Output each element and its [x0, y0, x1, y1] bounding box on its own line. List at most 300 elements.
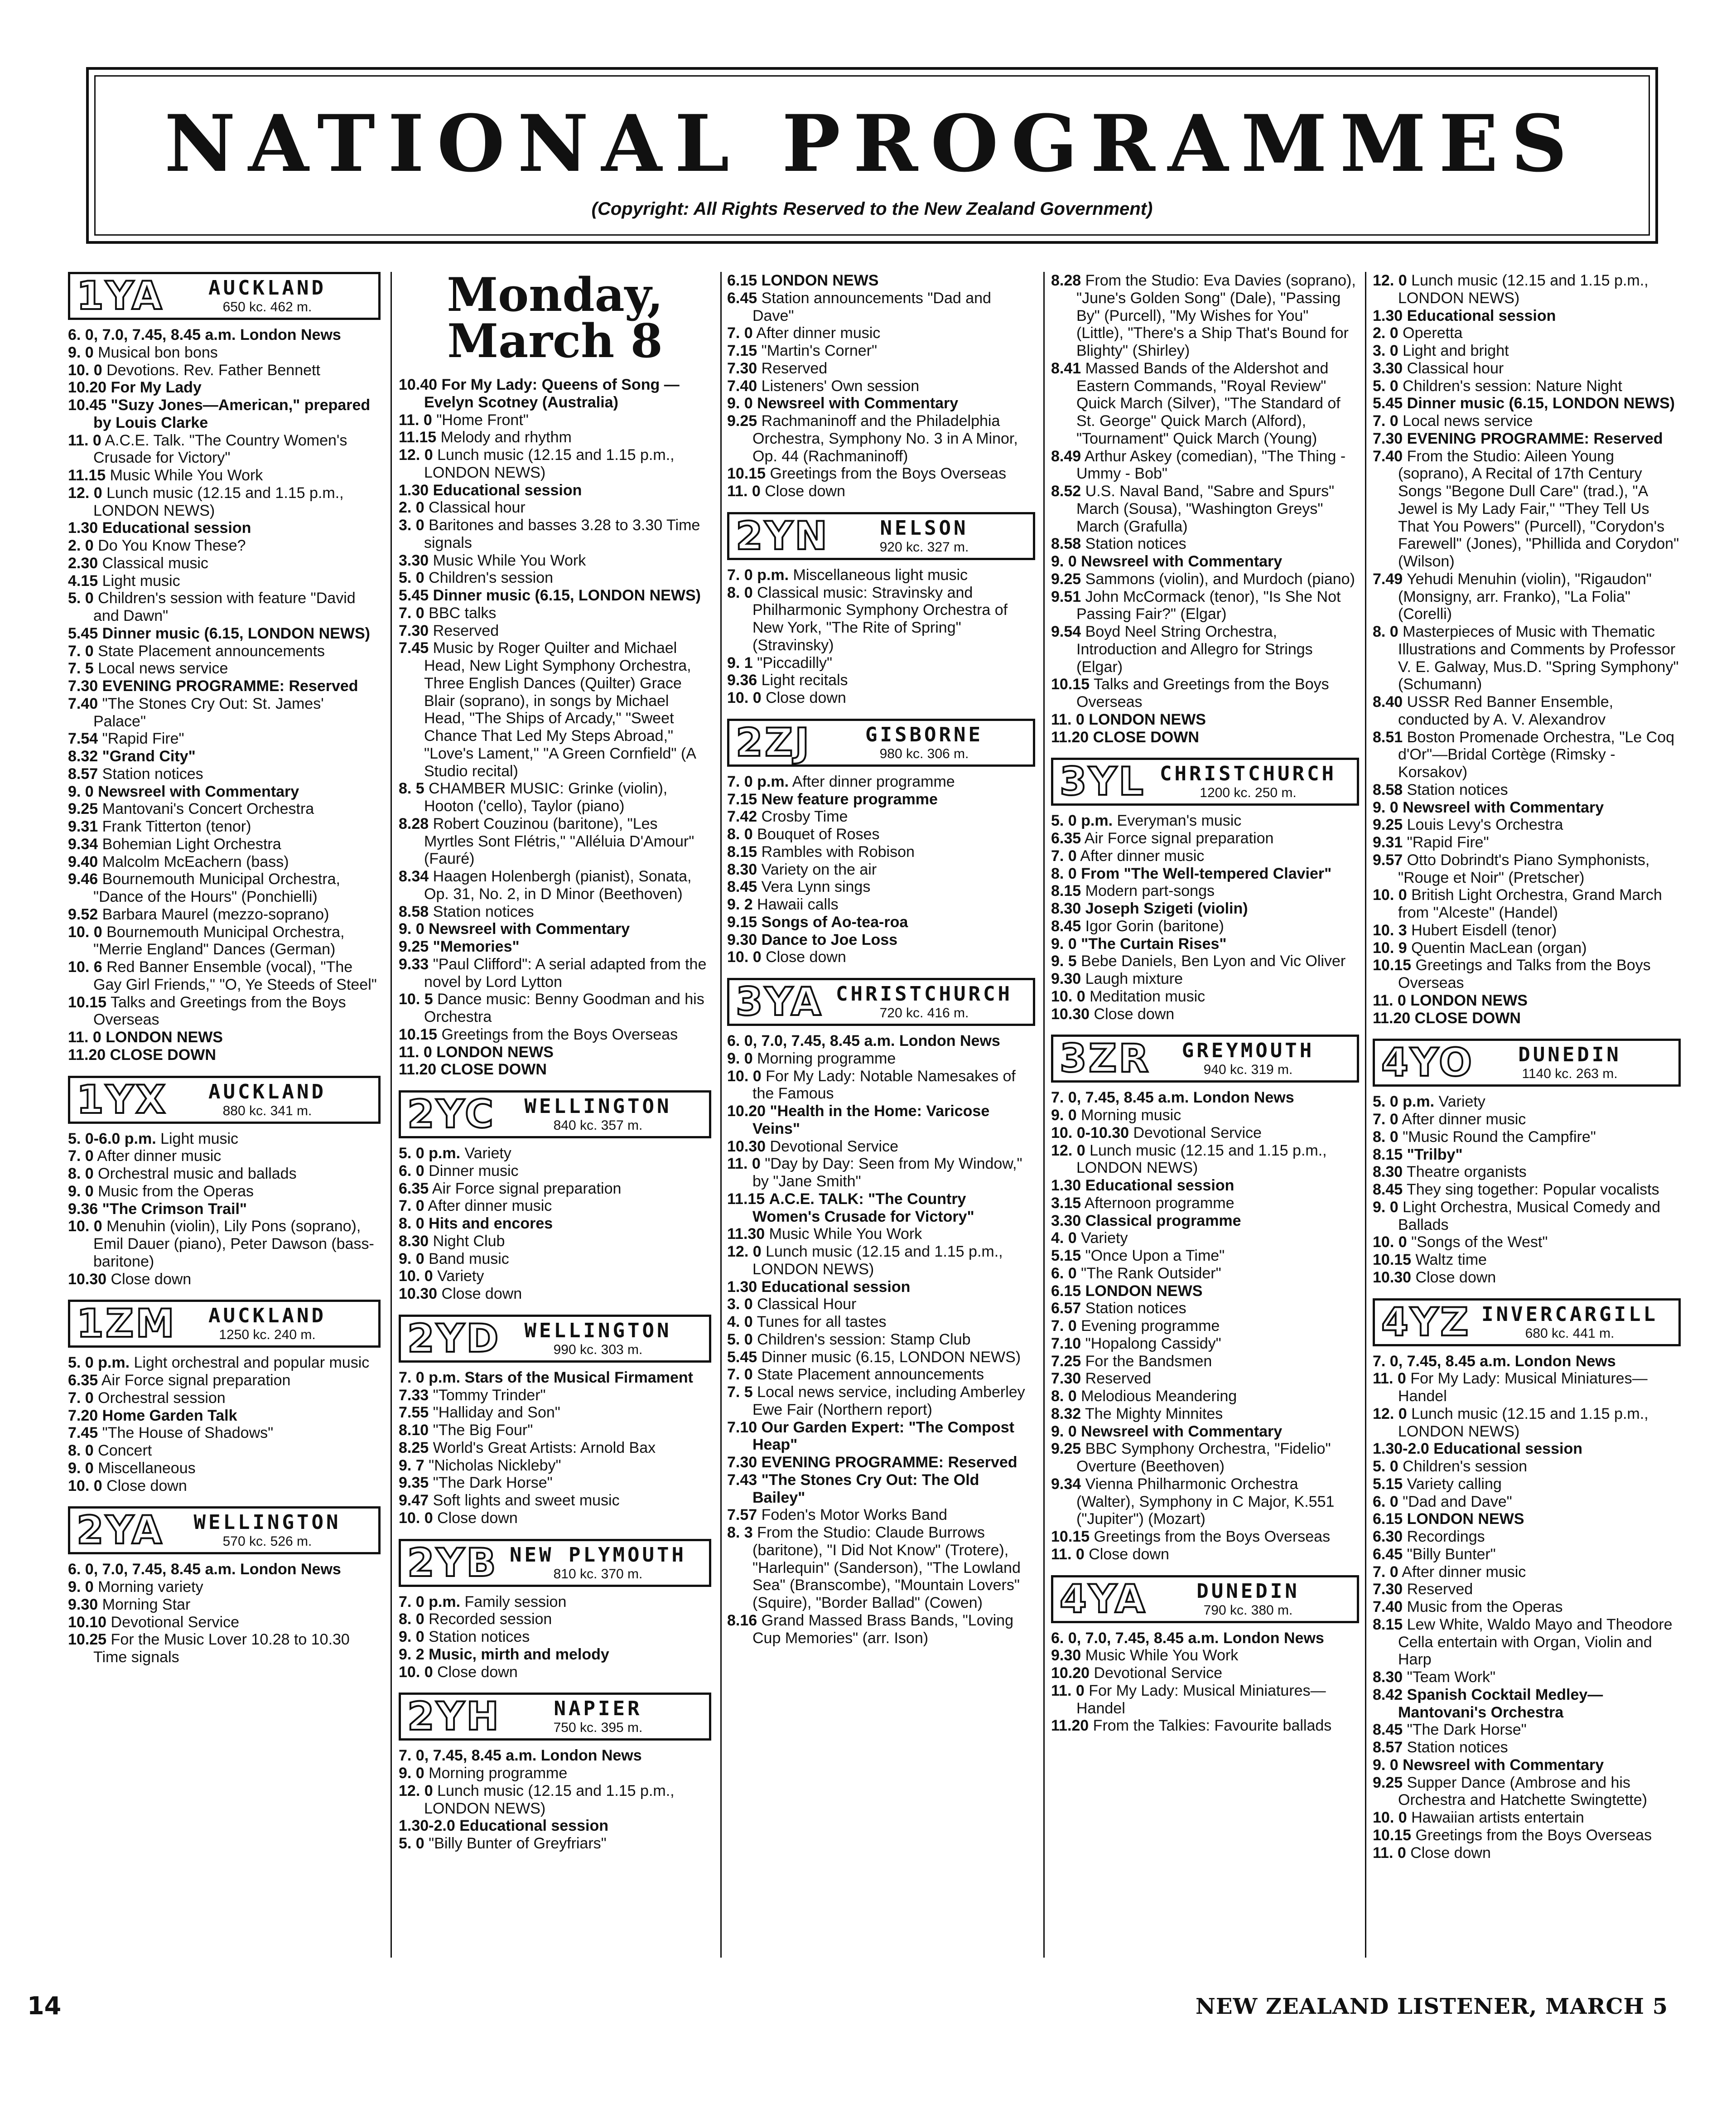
column-divider: [720, 272, 722, 1958]
station-callsign-logo: 4YO: [1381, 1040, 1474, 1086]
programme-time: 2.30: [68, 554, 98, 572]
programme-time: 8.58: [399, 903, 429, 920]
programme-time: 9.25: [1051, 1440, 1081, 1458]
programme-title: Foden's Motor Works Band: [761, 1506, 947, 1524]
programme-title: Band music: [429, 1250, 509, 1267]
programme-title: Children's session: Nature Night: [1403, 377, 1622, 395]
programme-item: [399, 1404, 711, 1422]
programme-time: 7.25: [1051, 1352, 1081, 1370]
programme-item: [399, 1509, 711, 1527]
programme-item: [727, 1296, 1035, 1313]
programme-item: [727, 654, 1035, 672]
programme-title: EVENING PROGRAMME: Reserved: [102, 677, 358, 695]
programme-title: CLOSE DOWN: [1093, 728, 1199, 746]
programme-item: [68, 1596, 381, 1614]
programme-time: 9. 0: [1373, 798, 1398, 816]
programme-item: [68, 362, 381, 379]
programme-item: [1051, 1107, 1359, 1124]
programme-time: 1.30: [399, 481, 429, 499]
programme-item: [68, 958, 381, 994]
programme-item: [399, 1026, 711, 1044]
programme-title: Lunch music (12.15 and 1.15 p.m., LONDON NEWS): [1398, 1405, 1649, 1440]
programme-time: 7. 0 p.m.: [727, 773, 789, 790]
programme-title: Variety: [464, 1145, 511, 1162]
programme-item: [399, 868, 711, 903]
programme-title: Stars of the Musical Firmament: [464, 1369, 693, 1386]
programme-title: "Suzy Jones—American," prepared by Louis Clarke: [93, 397, 371, 431]
programme-item: [1373, 1370, 1681, 1405]
programme-time: 7.10: [1051, 1335, 1081, 1352]
programme-title: Haagen Holenbergh (pianist), Sonata, Op. 31, No. 2, in D Minor (Beethoven): [424, 868, 692, 903]
programme-item: [68, 519, 381, 537]
station-frequency: 1250 kc. 240 m.: [219, 1327, 316, 1343]
programme-title: A.C.E. TALK: "The Country Women's Crusade for Victory": [752, 1190, 974, 1225]
programme-item: [1373, 1093, 1681, 1111]
programme-item: [727, 948, 1035, 966]
programme-time: 6.57: [1051, 1300, 1081, 1317]
programme-item: [399, 1593, 711, 1611]
programme-item: [1373, 1616, 1681, 1669]
programme-item: [727, 584, 1035, 654]
programme-time: 9. 0: [68, 1459, 94, 1477]
programme-column-5: [1373, 272, 1681, 1862]
programme-time: 7.43: [727, 1471, 757, 1489]
programme-item: [1373, 851, 1681, 887]
programme-title: CLOSE DOWN: [1414, 1009, 1521, 1027]
programme-title: Everyman's music: [1117, 812, 1242, 830]
programme-title: Newsreel with Commentary: [1403, 1756, 1604, 1774]
programme-time: 6. 0: [1051, 1264, 1077, 1282]
programme-time: 9. 0: [68, 343, 94, 361]
station-header: [68, 1506, 381, 1554]
programme-title: London News: [540, 1747, 642, 1765]
programme-time: 11. 0: [1051, 1682, 1085, 1699]
programme-item: [1373, 1739, 1681, 1756]
programme-item: [68, 730, 381, 748]
programme-item: [1051, 588, 1359, 624]
programme-title: Morning music: [1081, 1107, 1181, 1124]
programme-title: Vienna Philharmonic Orchestra (Walter), Symphony in C Major, K.551 ("Jupiter") (Mozart): [1076, 1475, 1335, 1528]
programme-title: Station notices: [1407, 1739, 1508, 1756]
programme-title: Children's session: [1403, 1458, 1528, 1475]
programme-time: 10. 0: [1373, 1809, 1407, 1826]
programme-title: Newsreel with Commentary: [1081, 1422, 1283, 1440]
programme-time: 11.30: [727, 1225, 765, 1243]
programme-item: [1051, 360, 1359, 448]
programme-title: Close down: [1415, 1268, 1496, 1286]
programme-item: [727, 1278, 1035, 1296]
programme-item: [68, 1165, 381, 1183]
programme-title: Orchestral music and ballads: [98, 1165, 297, 1182]
programme-time: 9.31: [1373, 834, 1403, 851]
programme-item: [1051, 1682, 1359, 1717]
programme-item: [727, 1419, 1035, 1454]
programme-item: [68, 853, 381, 871]
programme-time: 10. 0: [68, 1477, 102, 1494]
programme-item: [727, 1225, 1035, 1243]
programme-item: [399, 446, 711, 482]
programme-time: 9. 0: [68, 1182, 94, 1200]
programme-item: [399, 1492, 711, 1509]
station-frequency: 1200 kc. 250 m.: [1200, 785, 1297, 801]
programme-time: 9.30: [1051, 1647, 1081, 1664]
programme-title: Bouquet of Roses: [757, 826, 880, 843]
programme-title: For My Lady: Queens of Song — Evelyn Scotney (Australia): [424, 376, 680, 411]
station-frequency: 840 kc. 357 m.: [553, 1118, 643, 1133]
programme-title: EVENING PROGRAMME: Reserved: [1407, 430, 1663, 447]
programme-time: 10.30: [68, 1270, 107, 1288]
programme-title: Mantovani's Concert Orchestra: [102, 800, 314, 818]
programme-column-2: [399, 268, 711, 1852]
programme-item: [1373, 1774, 1681, 1809]
programme-time: 7.40: [1373, 1598, 1403, 1615]
station-header: [727, 978, 1035, 1026]
programme-item: [399, 1162, 711, 1180]
page-number: 14: [27, 1992, 62, 2020]
station-callsign-logo: 2ZJ: [736, 720, 811, 765]
programme-title: Reserved: [1085, 1370, 1152, 1388]
programme-title: Massed Bands of the Aldershot and Eastern Commands, "Royal Review" Quick March (Silver), "The Standard of St. George" Quick March (Alford), "Tournament" Quick March (Young): [1076, 359, 1341, 447]
programme-time: 9. 0: [1051, 1107, 1077, 1124]
programme-item: [68, 818, 381, 836]
programme-title: Modern part-songs: [1085, 882, 1215, 900]
programme-title: LONDON NEWS: [761, 272, 879, 289]
programme-time: 11. 0: [727, 1155, 761, 1173]
programme-item: [1051, 935, 1359, 953]
programme-title: Recorded session: [429, 1611, 552, 1628]
programme-time: 6.35: [68, 1372, 98, 1389]
programme-item: [1373, 957, 1681, 992]
station-header: [727, 719, 1035, 767]
programme-item: [399, 1267, 711, 1285]
programme-column-4: [1051, 272, 1359, 1735]
programme-time: 7. 0, 7.45, 8.45 a.m.: [1051, 1089, 1189, 1107]
programme-time: 9. 0: [399, 1765, 424, 1782]
programme-time: 9.52: [68, 905, 98, 923]
station-city: AUCKLAND: [208, 1304, 326, 1328]
programme-time: 11. 0: [1051, 1545, 1085, 1563]
programme-title: "Songs of the West": [1411, 1233, 1548, 1251]
programme-time: 10. 0: [68, 361, 102, 379]
programme-title: From the Studio: Aileen Young (soprano), A Recital of 17th Century Songs "Begone Dull Care" (trad.), "A Jewel is My Lady Fair," "They Tell Us That You Powers" (Purcell), "Corydon's Farewell" (Jones), "Phillida and Corydon" (Wilson): [1398, 447, 1679, 570]
programme-time: 8. 0: [1051, 865, 1077, 882]
programme-item: [1373, 1233, 1681, 1251]
programme-item: [1373, 272, 1681, 307]
programme-time: 7. 0: [68, 1147, 94, 1165]
station-frequency: 990 kc. 303 m.: [553, 1342, 643, 1357]
programme-time: 11. 0: [1373, 991, 1406, 1009]
programme-title: London News: [1514, 1352, 1616, 1370]
programme-item: [1373, 729, 1681, 781]
programme-title: "Piccadilly": [757, 654, 833, 672]
programme-time: 10.45: [68, 397, 107, 414]
programme-item: [399, 1646, 711, 1664]
programme-time: 10.30: [727, 1137, 766, 1155]
programme-title: Classical music: [102, 554, 208, 572]
programme-title: "Health in the Home: Varicose Veins": [752, 1103, 990, 1137]
programme-item: [399, 1369, 711, 1387]
programme-time: 8. 0: [727, 826, 753, 843]
programme-title: Local news service: [98, 660, 228, 677]
programme-title: From the Studio: Eva Davies (soprano), "June's Golden Song" (Dale), "Passing By" (Purcell), "My Wishes for You" (Little), "There's a Ship That's Bound for Blighty" (Shirley): [1076, 272, 1356, 359]
programme-title: Morning Star: [102, 1596, 191, 1613]
programme-time: 9. 7: [399, 1456, 424, 1474]
programme-time: 7. 0, 7.45, 8.45 a.m.: [1373, 1352, 1511, 1370]
programme-item: [1051, 882, 1359, 900]
programme-time: 10.15: [399, 1025, 438, 1043]
programme-title: Bohemian Light Orchestra: [102, 835, 281, 853]
programme-item: [1051, 970, 1359, 988]
programme-item: [68, 1477, 381, 1495]
programme-title: Hits and encores: [429, 1215, 553, 1232]
programme-time: 3. 0: [1373, 342, 1398, 359]
programme-time: 8.45: [1051, 917, 1081, 935]
programme-time: 9. 1: [727, 654, 753, 672]
programme-item: [1051, 1229, 1359, 1247]
programme-item: [1373, 1146, 1681, 1164]
programme-title: Songs of Ao-tea-roa: [761, 913, 908, 931]
programme-item: [68, 1614, 381, 1631]
programme-time: 8.28: [399, 815, 429, 832]
programme-item: [68, 695, 381, 730]
programme-title: Barbara Maurel (mezzo-soprano): [102, 905, 329, 923]
programme-time: 2. 0: [399, 499, 424, 517]
programme-item: [1373, 799, 1681, 817]
programme-time: 7.15: [727, 790, 757, 808]
programme-title: Station notices: [1085, 535, 1186, 553]
programme-time: 10.25: [68, 1631, 107, 1649]
programme-item: [727, 689, 1035, 707]
programme-item: [1373, 1251, 1681, 1269]
programme-item: [1373, 1458, 1681, 1475]
programme-time: 8. 3: [727, 1524, 753, 1541]
station-city: DUNEDIN: [1518, 1043, 1621, 1067]
programme-title: Close down: [111, 1270, 192, 1288]
programme-time: 8.15: [1051, 882, 1081, 900]
programme-time: 12. 0: [1373, 1405, 1407, 1422]
programme-title: "Martin's Corner": [761, 342, 878, 359]
programme-title: Reserved: [433, 622, 499, 639]
programme-time: 8. 0: [68, 1442, 94, 1459]
programme-title: Close down: [765, 483, 845, 500]
programme-title: Lunch music (12.15 and 1.15 p.m., LONDON NEWS): [1076, 1141, 1327, 1177]
programme-item: [68, 994, 381, 1029]
programme-time: 9.34: [68, 835, 98, 853]
programme-title: Baritones and basses 3.28 to 3.30 Time signals: [424, 517, 700, 551]
programme-time: 10.15: [1373, 1251, 1412, 1268]
programme-time: 3. 0: [727, 1296, 753, 1313]
programme-time: 7.40: [68, 695, 98, 712]
programme-time: 6. 0, 7.0, 7.45, 8.45 a.m.: [727, 1032, 895, 1049]
programme-title: "Dad and Dave": [1403, 1493, 1512, 1510]
programme-item: [1051, 1212, 1359, 1230]
programme-item: [727, 1331, 1035, 1349]
programme-title: Newsreel with Commentary: [429, 920, 630, 938]
programme-time: 7. 0: [1373, 1563, 1398, 1581]
programme-time: 8.30: [1051, 900, 1081, 917]
programme-title: Hawaii calls: [757, 896, 839, 913]
programme-item: [1373, 1581, 1681, 1598]
programme-time: 11.20: [399, 1061, 437, 1079]
programme-time: 5.45: [399, 587, 429, 604]
programme-title: World's Great Artists: Arnold Bax: [433, 1439, 656, 1456]
programme-time: 7.45: [68, 1424, 98, 1442]
programme-item: [1051, 1282, 1359, 1300]
programme-item: [727, 1506, 1035, 1524]
programme-title: Close down: [1410, 1844, 1491, 1862]
programme-item: [1373, 834, 1681, 851]
station-callsign-logo: 2YN: [736, 513, 829, 559]
programme-time: 6. 0, 7.0, 7.45, 8.45 a.m.: [68, 1561, 236, 1578]
programme-time: 5. 0 p.m.: [1373, 1093, 1435, 1111]
programme-time: 9. 5: [1051, 953, 1077, 970]
programme-item: [1051, 865, 1359, 883]
programme-title: Igor Gorin (baritone): [1085, 917, 1224, 935]
programme-title: Light Orchestra, Musical Comedy and Ballads: [1398, 1198, 1660, 1233]
programme-title: Dinner music (6.15, LONDON NEWS): [1407, 395, 1675, 412]
programme-title: Air Force signal preparation: [101, 1372, 291, 1389]
programme-time: 9.30: [68, 1596, 98, 1613]
programme-time: 8.51: [1373, 728, 1403, 746]
programme-title: "The Stones Cry Out: The Old Bailey": [752, 1471, 979, 1506]
programme-time: 11. 0: [399, 411, 432, 429]
programme-item: [399, 569, 711, 587]
programme-time: 9.25: [1051, 570, 1081, 588]
programme-item: [1051, 272, 1359, 360]
programme-item: [1051, 553, 1359, 571]
programme-time: 11.20: [1051, 728, 1089, 746]
programme-item: [1051, 729, 1359, 746]
programme-title: Theatre organists: [1407, 1163, 1527, 1181]
programme-item: [1373, 1669, 1681, 1686]
programme-time: 10.15: [68, 993, 107, 1011]
programme-time: 9.40: [68, 853, 98, 871]
programme-title: Orchestral session: [98, 1389, 226, 1407]
programme-time: 8.15: [727, 843, 757, 861]
programme-time: 7. 0: [399, 1197, 424, 1215]
programme-title: After dinner music: [428, 1197, 552, 1215]
programme-time: 8.15: [1373, 1146, 1403, 1163]
programme-title: Station notices: [1407, 781, 1508, 798]
programme-title: British Light Orchestra, Grand March from "Alceste" (Handel): [1398, 886, 1662, 921]
programme-title: Educational session: [433, 481, 582, 499]
programme-item: [1373, 1546, 1681, 1563]
programme-time: 11.20: [68, 1046, 106, 1064]
station-city: WELLINGTON: [524, 1319, 672, 1342]
programme-title: Boston Promenade Orchestra, "Le Coq d'Or"—Bridal Cortège (Rimsky - Korsakov): [1398, 728, 1675, 781]
programme-time: 10.15: [1373, 957, 1412, 974]
programme-title: Listeners' Own session: [761, 377, 920, 395]
station-city: AUCKLAND: [208, 276, 326, 300]
programme-item: [1051, 830, 1359, 847]
programme-time: 8.32: [68, 748, 98, 765]
programme-time: 3. 0: [399, 517, 424, 534]
programme-item: [1051, 1335, 1359, 1353]
programme-title: After dinner programme: [792, 773, 955, 790]
programme-time: 1.30: [68, 519, 98, 537]
programme-item: [727, 931, 1035, 949]
programme-time: 7.15: [727, 342, 757, 359]
station-header: [68, 1300, 381, 1348]
programme-item: [399, 956, 711, 991]
programme-item: [727, 1103, 1035, 1138]
programme-time: 5. 0 p.m.: [1051, 812, 1113, 830]
programme-time: 7.40: [727, 377, 757, 395]
programme-item: [727, 1471, 1035, 1507]
programme-title: From "The Well-tempered Clavier": [1081, 865, 1332, 882]
programme-title: Tunes for all tastes: [757, 1313, 887, 1330]
programme-item: [727, 791, 1035, 808]
programme-time: 4. 0: [727, 1313, 753, 1330]
programme-time: 9.25: [68, 800, 98, 818]
programme-time: 7. 5: [727, 1383, 753, 1401]
programme-title: Station notices: [433, 903, 534, 920]
programme-time: 9.36: [727, 672, 757, 689]
programme-title: London News: [240, 1561, 341, 1578]
programme-time: 11.15: [68, 467, 106, 484]
programme-title: They sing together: Popular vocalists: [1407, 1181, 1659, 1198]
programme-time: 7.33: [399, 1386, 429, 1404]
programme-item: [68, 590, 381, 625]
programme-title: "Tommy Trinder": [433, 1386, 546, 1404]
programme-title: Educational session: [459, 1817, 608, 1835]
programme-time: 10. 3: [1373, 921, 1407, 939]
programme-time: 7. 0 p.m.: [727, 566, 789, 584]
column-divider: [1043, 272, 1045, 1958]
programme-item: [727, 272, 1035, 290]
programme-item: [1373, 342, 1681, 360]
programme-time: 6. 0: [399, 1162, 424, 1180]
column-divider: [391, 272, 392, 1958]
programme-title: Music While You Work: [769, 1225, 922, 1243]
station-header: [399, 1090, 711, 1138]
programme-title: Spanish Cocktail Medley—Mantovani's Orchestra: [1398, 1686, 1603, 1721]
station-city: NAPIER: [554, 1697, 642, 1721]
programme-title: Lunch music (12.15 and 1.15 p.m., LONDON NEWS): [1398, 272, 1649, 307]
programme-time: 10. 0: [399, 1509, 433, 1527]
programme-title: "The Rank Outsider": [1081, 1264, 1221, 1282]
station-callsign-logo: 3YL: [1060, 759, 1145, 805]
programme-title: EVENING PROGRAMME: Reserved: [761, 1454, 1017, 1471]
programme-time: 12. 0: [1373, 272, 1407, 289]
programme-title: "Day by Day: Seen from My Window," by "Jane Smith": [752, 1155, 1022, 1190]
programme-title: New feature programme: [761, 790, 938, 808]
programme-item: [1051, 448, 1359, 483]
programme-title: "The Curtain Rises": [1081, 935, 1227, 953]
programme-item: [399, 1628, 711, 1646]
programme-time: 5.45: [727, 1348, 757, 1366]
programme-time: 9.30: [1051, 970, 1081, 987]
programme-time: 8.45: [1373, 1721, 1403, 1739]
programme-item: [1051, 571, 1359, 588]
programme-item: [1373, 1510, 1681, 1528]
programme-item: [68, 484, 381, 520]
programme-item: [727, 914, 1035, 931]
programme-item: [727, 1313, 1035, 1331]
programme-time: 6.45: [727, 289, 757, 307]
copyright-notice: (Copyright: All Rights Reserved to the New Zealand Government): [591, 199, 1153, 219]
programme-item: [68, 1578, 381, 1596]
programme-item: [1051, 812, 1359, 830]
programme-title: Joseph Szigeti (violin): [1085, 900, 1248, 917]
programme-title: Station announcements "Dad and Dave": [752, 289, 991, 324]
station-frequency: 980 kc. 306 m.: [879, 746, 969, 761]
programme-item: [1373, 395, 1681, 412]
page-title: NATIONAL PROGRAMMES: [164, 97, 1580, 189]
programme-title: Station notices: [1085, 1300, 1186, 1317]
programme-title: Melody and rhythm: [440, 429, 572, 446]
programme-time: 7. 0: [68, 1389, 94, 1407]
